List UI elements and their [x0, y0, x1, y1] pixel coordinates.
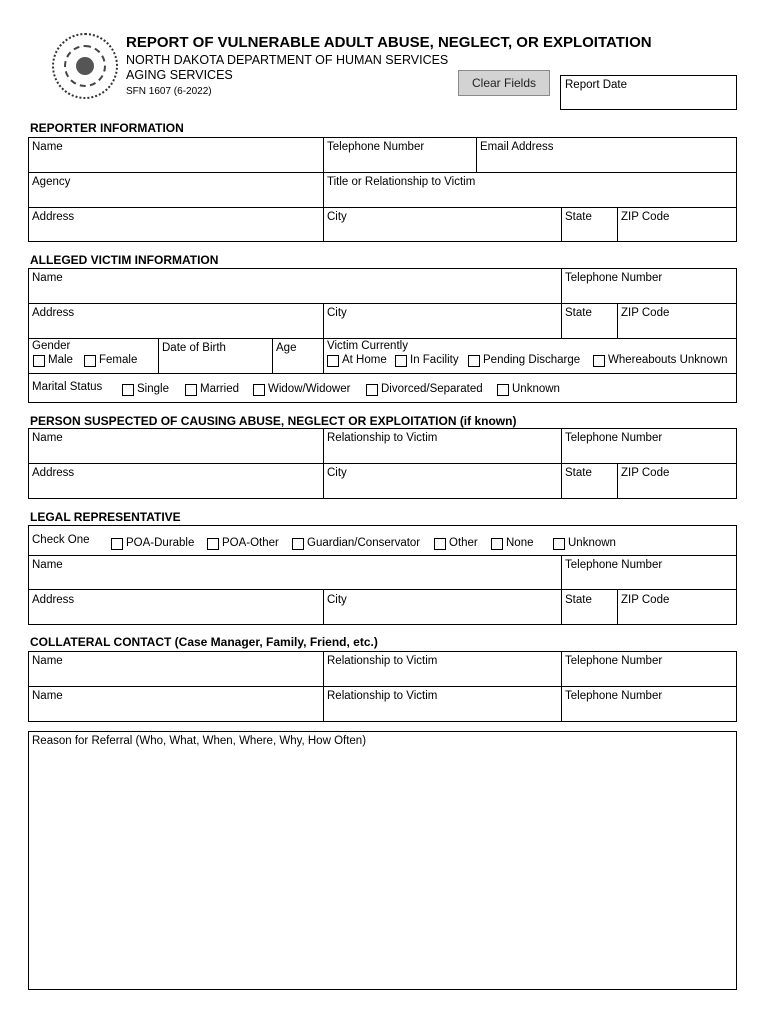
single-checkbox[interactable]	[122, 384, 134, 396]
suspect-name-field[interactable]: Name	[32, 432, 63, 444]
suspect-section	[28, 428, 737, 499]
victim-telephone-field[interactable]: Telephone Number	[565, 272, 663, 284]
legal-unknown-label: Unknown	[568, 537, 616, 549]
gender-label: Gender	[32, 340, 71, 352]
collateral-name-field-2[interactable]: Name	[32, 690, 63, 702]
suspect-state-field[interactable]: State	[565, 467, 592, 479]
victim-heading: ALLEGED VICTIM INFORMATION	[30, 253, 219, 267]
other-label: Other	[449, 537, 478, 549]
victim-address-field[interactable]: Address	[32, 307, 75, 319]
suspect-city-field[interactable]: City	[327, 467, 347, 479]
whereabouts-unknown-checkbox[interactable]	[593, 355, 605, 367]
reporter-heading: REPORTER INFORMATION	[30, 121, 184, 135]
referral-label: Reason for Referral (Who, What, When, Where, Why, How Often)	[32, 735, 367, 747]
reporter-email-field[interactable]: Email Address	[480, 141, 554, 153]
form-title: REPORT OF VULNERABLE ADULT ABUSE, NEGLECT, OR EXPLOITATION	[126, 34, 652, 51]
report-date-field[interactable]	[560, 75, 737, 110]
legal-telephone-field[interactable]: Telephone Number	[565, 559, 663, 571]
check-one-label: Check One	[32, 534, 90, 546]
guardian-label: Guardian/Conservator	[307, 537, 421, 549]
reporter-address-field[interactable]: Address	[32, 211, 75, 223]
collateral-relationship-field-2[interactable]: Relationship to Victim	[327, 690, 438, 702]
married-checkbox[interactable]	[185, 384, 197, 396]
legal-unknown-checkbox[interactable]	[553, 538, 565, 550]
collateral-section	[28, 651, 737, 722]
male-label: Male	[48, 354, 73, 366]
victim-name-field[interactable]: Name	[32, 272, 63, 284]
division-name: AGING SERVICES	[126, 68, 233, 82]
none-label: None	[506, 537, 534, 549]
pending-discharge-label: Pending Discharge	[483, 354, 581, 366]
suspect-address-field[interactable]: Address	[32, 467, 75, 479]
reporter-telephone-field[interactable]: Telephone Number	[327, 141, 425, 153]
state-seal-icon	[52, 33, 118, 99]
form-number: SFN 1607 (6-2022)	[126, 86, 212, 97]
divorced-checkbox[interactable]	[366, 384, 378, 396]
reporter-agency-field[interactable]: Agency	[32, 176, 71, 188]
reporter-name-field[interactable]: Name	[32, 141, 63, 153]
department-name: NORTH DAKOTA DEPARTMENT OF HUMAN SERVICES	[126, 53, 449, 67]
pending-discharge-checkbox[interactable]	[468, 355, 480, 367]
guardian-checkbox[interactable]	[292, 538, 304, 550]
other-checkbox[interactable]	[434, 538, 446, 550]
at-home-label: At Home	[342, 354, 387, 366]
whereabouts-unknown-label: Whereabouts Unknown	[608, 354, 728, 366]
poa-durable-label: POA-Durable	[126, 537, 195, 549]
victim-zip-field[interactable]: ZIP Code	[621, 307, 670, 319]
referral-textarea[interactable]	[28, 731, 737, 990]
married-label: Married	[200, 383, 239, 395]
suspect-telephone-field[interactable]: Telephone Number	[565, 432, 663, 444]
marital-unknown-checkbox[interactable]	[497, 384, 509, 396]
in-facility-label: In Facility	[410, 354, 459, 366]
report-date-label: Report Date	[565, 79, 628, 91]
victim-city-field[interactable]: City	[327, 307, 347, 319]
legal-address-field[interactable]: Address	[32, 594, 75, 606]
female-label: Female	[99, 354, 138, 366]
widow-checkbox[interactable]	[253, 384, 265, 396]
legal-zip-field[interactable]: ZIP Code	[621, 594, 670, 606]
collateral-telephone-field-1[interactable]: Telephone Number	[565, 655, 663, 667]
reporter-title-field[interactable]: Title or Relationship to Victim	[327, 176, 476, 188]
at-home-checkbox[interactable]	[327, 355, 339, 367]
reporter-state-field[interactable]: State	[565, 211, 592, 223]
victim-state-field[interactable]: State	[565, 307, 592, 319]
suspect-relationship-field[interactable]: Relationship to Victim	[327, 432, 438, 444]
collateral-telephone-field-2[interactable]: Telephone Number	[565, 690, 663, 702]
female-checkbox[interactable]	[84, 355, 96, 367]
legal-state-field[interactable]: State	[565, 594, 592, 606]
dob-field[interactable]: Date of Birth	[162, 342, 226, 354]
marital-status-label: Marital Status	[32, 381, 103, 393]
collateral-heading: COLLATERAL CONTACT (Case Manager, Family, Friend, etc.)	[30, 635, 378, 649]
suspect-zip-field[interactable]: ZIP Code	[621, 467, 670, 479]
reporter-zip-field[interactable]: ZIP Code	[621, 211, 670, 223]
none-checkbox[interactable]	[491, 538, 503, 550]
victim-currently-label: Victim Currently	[327, 340, 408, 352]
age-field[interactable]: Age	[276, 342, 297, 354]
reporter-city-field[interactable]: City	[327, 211, 347, 223]
reporter-section	[28, 137, 737, 242]
marital-unknown-label: Unknown	[512, 383, 560, 395]
divorced-label: Divorced/Separated	[381, 383, 483, 395]
male-checkbox[interactable]	[33, 355, 45, 367]
collateral-relationship-field-1[interactable]: Relationship to Victim	[327, 655, 438, 667]
legal-heading: LEGAL REPRESENTATIVE	[30, 510, 181, 524]
single-label: Single	[137, 383, 169, 395]
poa-durable-checkbox[interactable]	[111, 538, 123, 550]
in-facility-checkbox[interactable]	[395, 355, 407, 367]
collateral-name-field-1[interactable]: Name	[32, 655, 63, 667]
widow-label: Widow/Widower	[268, 383, 351, 395]
victim-section	[28, 268, 737, 403]
clear-fields-button[interactable]: Clear Fields	[458, 70, 550, 96]
poa-other-checkbox[interactable]	[207, 538, 219, 550]
legal-name-field[interactable]: Name	[32, 559, 63, 571]
legal-city-field[interactable]: City	[327, 594, 347, 606]
poa-other-label: POA-Other	[222, 537, 279, 549]
suspect-heading: PERSON SUSPECTED OF CAUSING ABUSE, NEGLECT OR EXPLOITATION (if known)	[30, 414, 517, 428]
legal-section	[28, 525, 737, 625]
